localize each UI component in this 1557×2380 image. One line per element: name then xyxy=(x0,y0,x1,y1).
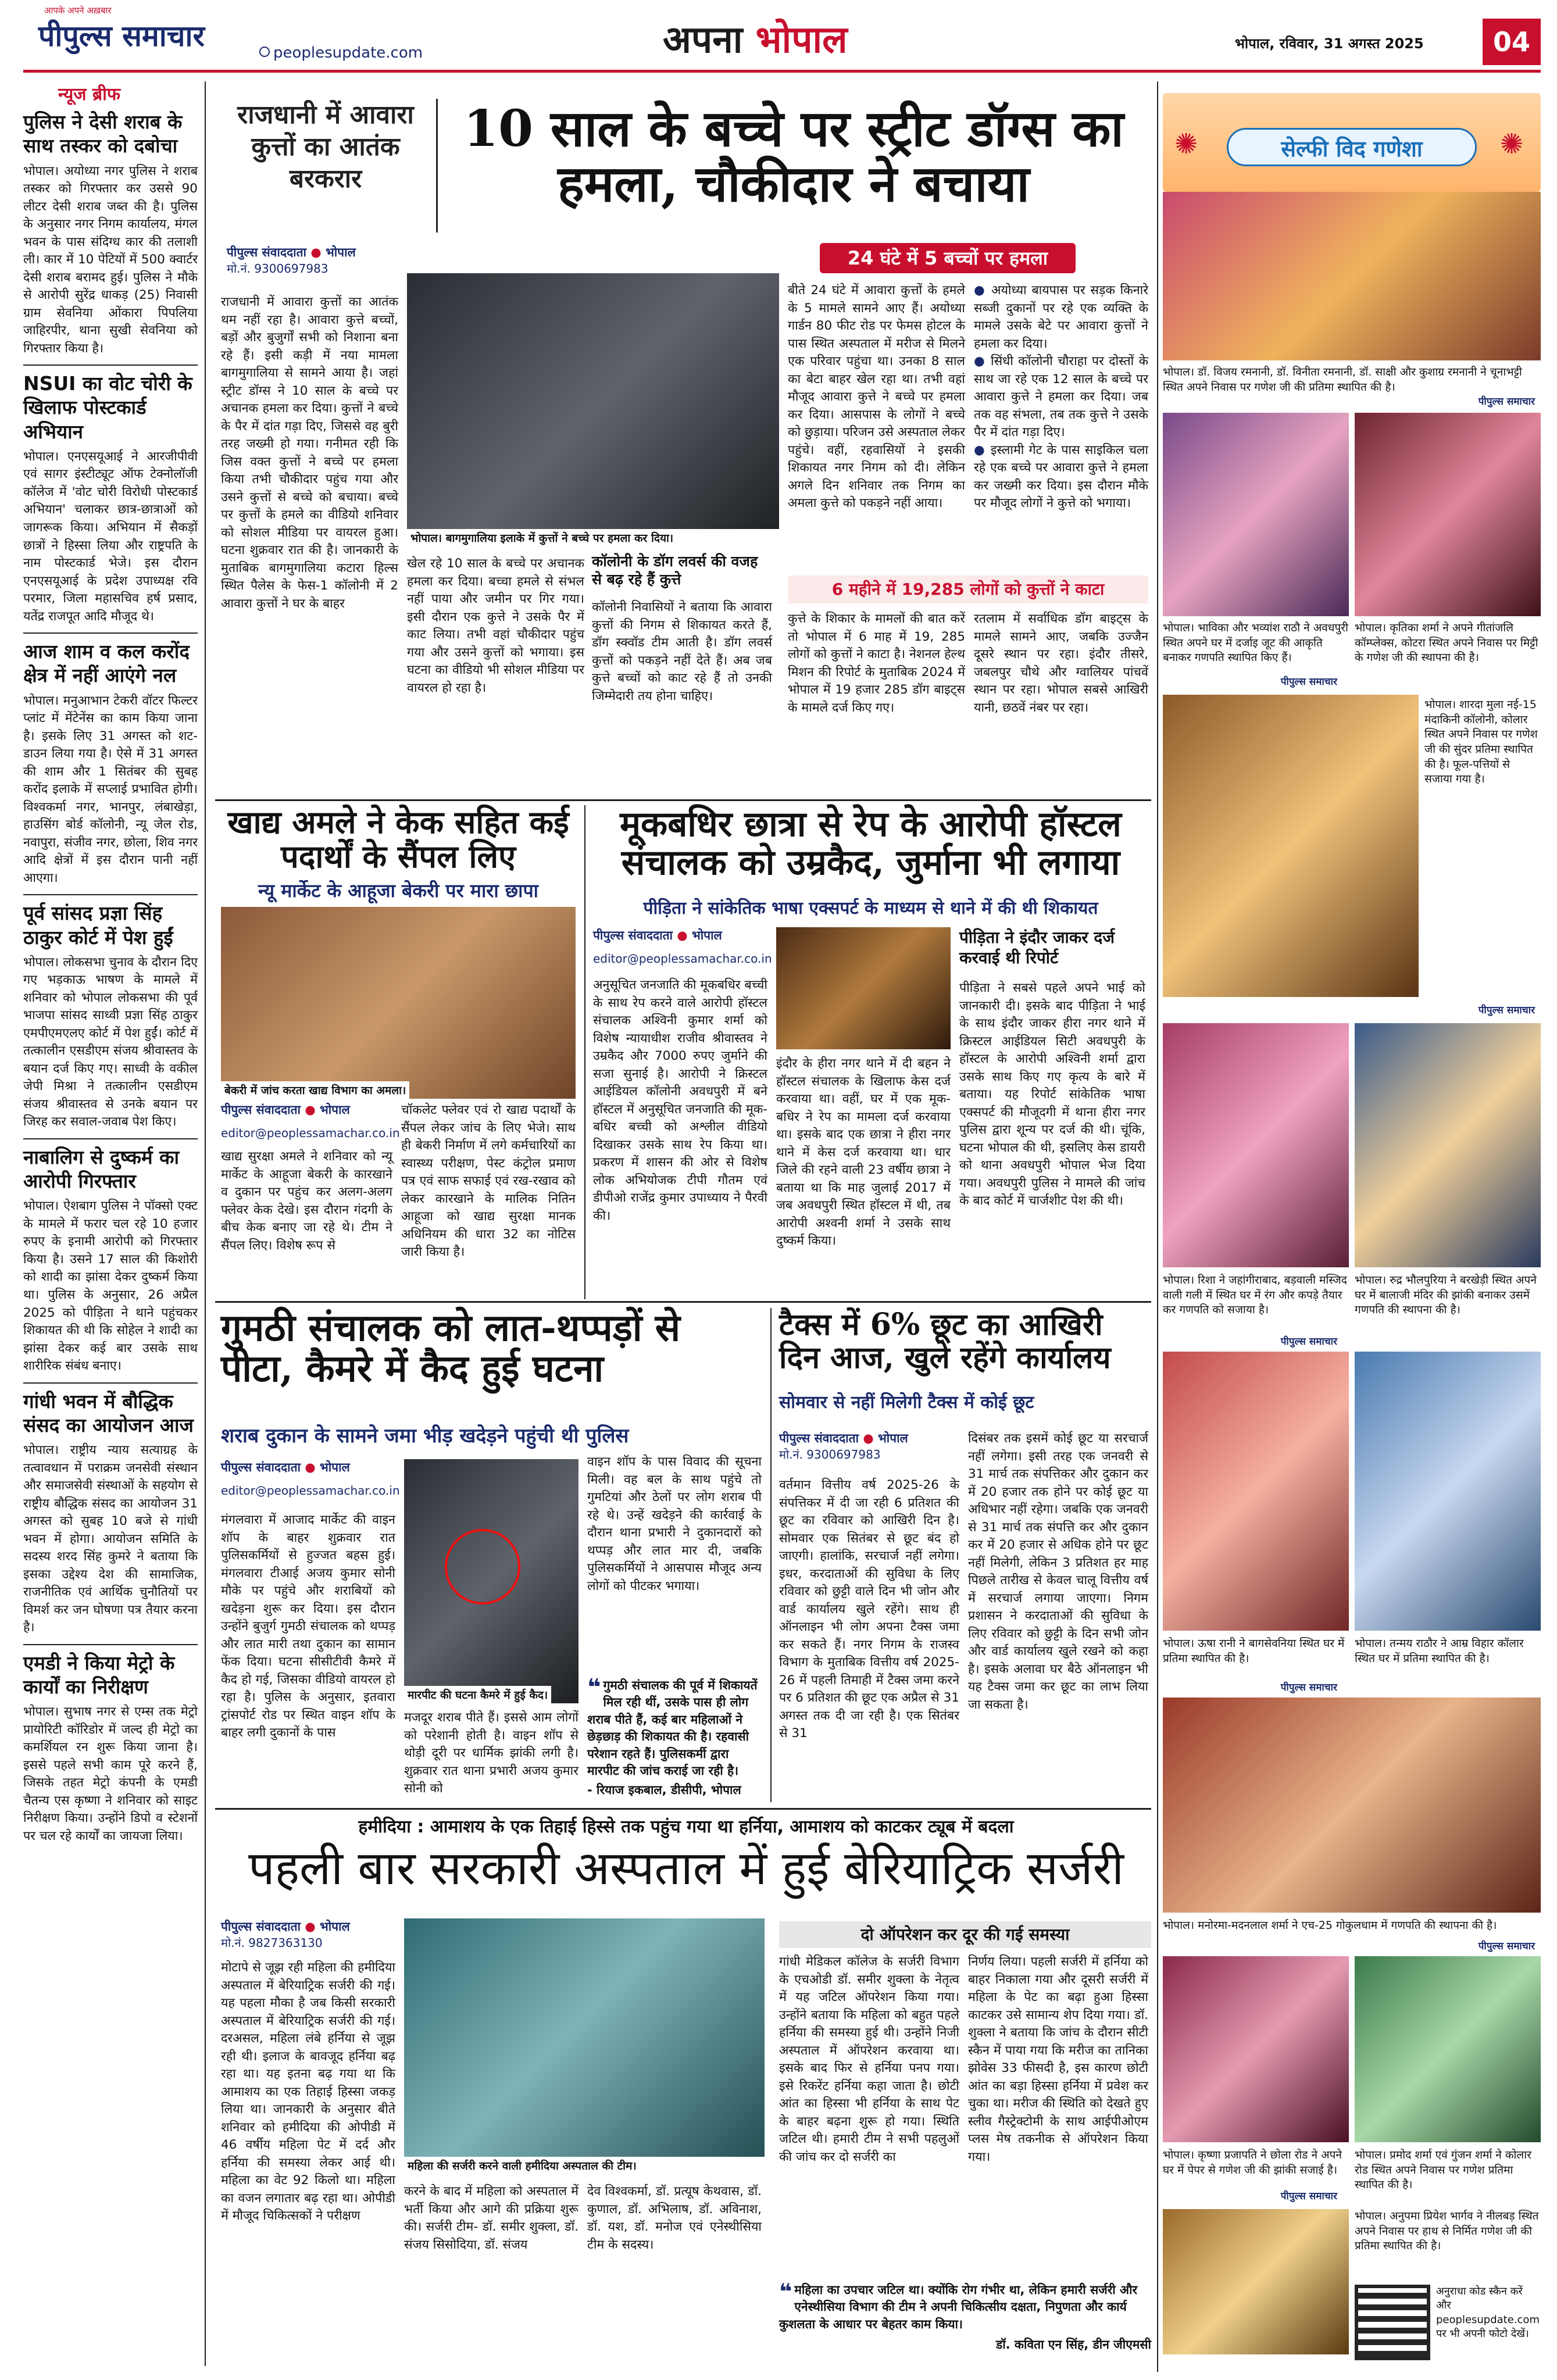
selfie-tag: पीपुल्स समाचार xyxy=(1478,1941,1535,1952)
selfie-panel xyxy=(1163,93,1541,2372)
court-headline: मूकबधिर छात्रा से रेप के आरोपी हॉस्टल संचालक को उम्रकैद, जुर्माना भी लगाया xyxy=(620,804,1122,883)
selfie-caption: भोपाल। अनुपमा प्रियेश भार्गव ने नीलबड़ स्थित अपने निवास पर हाथ से निर्मित गणेश जी की प्रतिमा स्थापित की है। xyxy=(1355,2210,1539,2253)
column-divider xyxy=(205,81,206,2366)
selfie-caption: भोपाल। शारदा मुला नई-15 मंदाकिनी कॉलोनी, कोलार स्थित अपने निवास पर गणेश जी की सुंदर प्रतिमा स्थापित की है। फूल-पत्तियों से सजाया गया है। xyxy=(1424,698,1538,786)
news-brief-column xyxy=(23,81,198,2372)
photo-caption: महिला की सर्जरी करने वाली हमीदिया अस्पताल की टीम। xyxy=(404,2157,765,2174)
selfie-tag: पीपुल्स समाचार xyxy=(1280,676,1337,688)
issue-date: भोपाल, रविवार, 31 अगस्त 2025 xyxy=(1235,35,1424,52)
masthead-rule xyxy=(23,70,1541,73)
bakery-photo xyxy=(221,907,576,1099)
bakery-sub: न्यू मार्केट के आहूजा बेकरी पर मारा छापा xyxy=(258,880,538,902)
brief-item xyxy=(23,1389,198,1637)
page-number: 04 xyxy=(1483,19,1541,65)
news-brief-title: न्यूज ब्रीफ xyxy=(58,84,120,105)
brief-item xyxy=(23,371,198,626)
dogs-photo xyxy=(407,273,779,546)
section-divider xyxy=(215,799,1151,801)
byline-email: editor@peoplessamachar.co.in xyxy=(221,1484,400,1498)
court-sub2: पीड़िता ने इंदौर जाकर दर्ज करवाई थी रिपोर्ट xyxy=(959,928,1115,967)
dogs-col1: राजधानी में आवारा कुत्तों का आतंक थम नहीं रहा है। आवारा कुत्ते बच्चों, बड़ों और बुजुर्गों सभी को निशाना बना रहे हैं। इसी कड़ी में नया मामला बागमुगालिया से सामने आया है। जहां स्ट्रीट डॉग्स ने 10 साल के बच्चे पर अचानक हमला कर दिया। कुत्तों ने बच्चे के पैर में दांत गड़ा दिए, जिससे वह बुरी तरह जख्मी हो गया। गनीमत रही कि जिस वक्त कुत्तों ने बच्चे पर हमला किया तभी चौकीदार पहुंच गया और उसने कुत्तों से बच्चे को बचाया। बच्चे पर कुत्तों के हमले का वीडियो शनिवार को सोशल मीडिया पर वायरल हुआ। घटना शुक्रवार रात की है। जानकारी के मुताबिक बागमुगालिया कटारा हिल्स स्थित पैलेस के फेस-1 कॉलोनी में 2 आवारा कुत्तों ने घर के बाहर xyxy=(221,295,398,611)
selfie-tag: पीपुल्स समाचार xyxy=(1478,396,1535,408)
bakery-col2: चॉकलेट फ्लेवर एवं रो खाद्य पदार्थों के सैंपल लेकर जांच के लिए भेजे। साथ ही बेकरी निर्माण में लगे कर्मचारियों का स्वास्थ्य परीक्षण, पेस्ट कंट्रोल प्रमाण पत्र एवं साफ सफाई एवं रख-रखाव को लेकर कारखाने के मालिक नितिन आहूजा को खाद्य सुरक्षा मानक अधिनियम की धारा 32 का नोटिस जारी किया है। xyxy=(401,1103,576,1260)
gumti-col1: मंगलवारा में आजाद मार्केट की वाइन शॉप के बाहर शुक्रवार रात पुलिसकर्मियों से हुज्जत बहस हुई। मंगलवारा टीआई अजय कुमार सोनी मौके पर पहुंचे और शराबियों को खदेड़ना शुरू कर दिया। इस दौरान उन्होंने बुजुर्ग गुमठी संचालक को थप्पड़ और लात मारी तथा दुकान का सामान फेंक दिया। घटना सीसीटीवी कैमरे में कैद हो गई, जिसका वीडियो वायरल हो रहा है। पुलिस के अनुसार, इतवारा ट्रांसपोर्ट रोड पर स्थित वाइन शॉप के बाहर लगी दुकानों के पास xyxy=(221,1513,395,1741)
brief-body: भोपाल। एनएसयूआई ने आरजीपीवी एवं सागर इंस्टीट्यूट ऑफ टेक्नोलॉजी कॉलेज में 'वोट चोरी विरोधी पोस्टकार्ड अभियान' चलाकर छात्र-छात्राओं को जागरूक किया। अभियान में सैकड़ों छात्रों ने हिस्सा लिया और राष्ट्रपति के नाम पोस्टकार्ड भेजे। इस दौरान एनएसयूआई के प्रदेश उपाध्यक्ष रवि परमार, जिला महासचिव हर्ष प्रसाद, यतेंद्र राजपूत आदि मौजूद थे। xyxy=(23,449,198,624)
selfie-caption: भोपाल। कृतिका शर्मा ने अपने गीतांजलि कॉम्प्लेक्स, कोटरा स्थित अपने निवास पर मिट्टी के गणेश जी की स्थापना की है। xyxy=(1355,621,1538,664)
brief-body: भोपाल। मनुआभान टेकरी वॉटर फिल्टर प्लांट में मेंटेनेंस का काम किया जाना है। इसके लिए 31 अगस्त को शट-डाउन लिया गया है। ऐसे में 31 अगस्त की शाम और 1 सितंबर की सुबह करोंद इलाके में सप्लाई प्रभावित होगी। विश्वकर्मा नगर, भानपुर, लंबाखेड़ा, हाउसिंग बोर्ड कॉलोनी, न्यू जेल रोड, नवापुरा, संजीव नगर, छोला, शिव नगर आदि क्षेत्रों में इस दौरान पानी नहीं आएगा। xyxy=(23,693,198,885)
dogs-badge: 24 घंटे में 5 बच्चों पर हमला xyxy=(820,243,1076,273)
hospital-quote xyxy=(779,2279,1151,2375)
hospital-kicker: हमीदिया : आमाशय के एक तिहाई हिस्से तक पहुंच गया था हर्निया, आमाशय को काटकर ट्यूब में बदला xyxy=(358,1817,1014,1837)
hospital-col3: देव विश्वकर्मा, डॉ. प्रत्यूष केथवास, डॉ. कुणाल, डॉ. अभिलाष, डॉ. अविनाश, डॉ. यश, डॉ. मनोज एवं एनेस्थीसिया टीम के सदस्य। xyxy=(587,2184,762,2252)
byline-place: भोपाल xyxy=(691,928,722,942)
column-divider xyxy=(1157,81,1158,2372)
selfie-photo-7 xyxy=(1163,1352,1349,1631)
brief-item xyxy=(23,110,198,358)
selfie-photo-1 xyxy=(1163,192,1541,360)
gumti-quote xyxy=(587,1674,762,1802)
gumti-col3: वाइन शॉप के पास विवाद की सूचना मिली। वह बल के साथ पहुंचे तो गुमटियां और ठेलों पर लोग शराब पी रहे थे। उन्हें खदेड़ने की कार्रवाई के दौरान थाना प्रभारी ने दुकानदारों को थप्पड़ और लात मार दी, जबकि पुलिसकर्मियों ने आसपास मौजूद अन्य लोगों को पीटकर भगाया। xyxy=(587,1455,762,1593)
byline-name: पीपुल्स संवाददाता xyxy=(221,1920,301,1934)
selfie-caption: भोपाल। मनोरमा-मदनलाल शर्मा ने एच-25 गोकुलधाम में गणपति की स्थापना की है। xyxy=(1163,1919,1497,1932)
brief-headline: पुलिस ने देसी शराब के साथ तस्कर को दबोचा xyxy=(23,110,183,158)
court-col1: अनुसूचित जनजाति की मूकबधिर बच्ची के साथ रेप करने वाले आरोपी हॉस्टल संचालक अश्विनी कुमार शर्मा को विशेष न्यायाधीश राजीव श्रीवास्तव ने उम्रकैद और 7000 रुपए जुर्माने की सजा सुनाई है। आरोपी ने क्रिस्टल आईडियल कॉलोनी अवधपुरी में बने हॉस्टल में अनुसूचित जनजाति की मूक-बधिर बच्ची को अश्लील वीडियो दिखाकर उसके साथ रेप किया था। प्रकरण में शासन की ओर से विशेष लोक अभियोजक टीपी गौतम एवं डीपीओ राजेंद्र कुमार उपाध्याय ने पैरवी की। xyxy=(593,978,767,1223)
brief-body: भोपाल। अयोध्या नगर पुलिस ने शराब तस्कर को गिरफ्तार कर उससे 90 लीटर देसी शराब जब्त की है। पुलिस के अनुसार नगर निगम कार्यालय, मंगल भवन के पास संदिग्ध कार की तलाशी ली। कार में 10 पेटियों में 500 क्वार्टर देसी शराब बरामद हुई। पुलिस ने मौके से आरोपी सुरेंद्र धाकड़ (25) निवासी ग्राम सेवनिया ओंकारा पिपलिया जाहिरपीर, थाना सुखी सेवनिया को गिरफ्तार किया है। xyxy=(23,163,198,356)
gumti-col2: मजदूर शराब पीते हैं। इससे आम लोगों को परेशानी होती है। वाइन शॉप से थोड़ी दूरी पर धार्मिक झांकी लगी है। शुक्रवार रात थाना प्रभारी अजय कुमार सोनी को xyxy=(404,1710,578,1796)
selfie-photo-4 xyxy=(1163,695,1419,997)
byline-email: editor@peoplessamachar.co.in xyxy=(593,952,772,966)
dogs-sub2: कॉलोनी के डॉग लवर्स की वजह से बढ़ रहे हैं कुत्ते xyxy=(592,553,758,588)
selfie-caption: भोपाल। प्रमोद शर्मा एवं गुंजन शर्मा ने कोलार रोड स्थित अपने निवास पर गणेश प्रतिमा स्थापित की है। xyxy=(1355,2149,1531,2192)
hospital-headline: पहली बार सरकारी अस्पताल में हुई बेरियाट्रिक सर्जरी xyxy=(248,1841,1124,1895)
newspaper-name: पीपुल्स समाचार xyxy=(38,19,205,53)
selfie-photo-12 xyxy=(1163,2209,1349,2354)
selfie-photo-10 xyxy=(1163,1956,1349,2142)
bullet-item: ● इस्लामी गेट के पास साइकिल चला रहे एक बच्चे पर आवारा कुत्ते ने हमला कर जख्मी कर दिया। इस दौरान मौके पर मौजूद लोगों ने कुत्ते को भगाया। xyxy=(974,442,1148,511)
byline-name: पीपुल्स संवाददाता xyxy=(221,1460,301,1474)
gumti-photo xyxy=(404,1459,578,1703)
court-sub: पीड़िता ने सांकेतिक भाषा एक्सपर्ट के माध्यम से थाने में की थी शिकायत xyxy=(643,898,1098,919)
byline-place: भोपाल xyxy=(319,1460,350,1474)
highlight-circle xyxy=(445,1529,520,1604)
selfie-caption: भोपाल। रिशा ने जहांगीराबाद, बड़वाली मस्जिद वाली गली में स्थित घर में रंग और कपड़े तैयार कर गणपति को सजाया है। xyxy=(1163,1274,1347,1317)
selfie-tag: पीपुल्स समाचार xyxy=(1280,1336,1337,1348)
qr-text: अनुराधा कोड स्कैन करें और peoplesupdate.com पर भी अपनी फोटो देखें। xyxy=(1436,2285,1540,2340)
photo-caption: मारपीट की घटना कैमरे में हुई कैद। xyxy=(404,1686,551,1703)
website-url[interactable]: peoplesupdate.com xyxy=(273,44,423,62)
dogs-bullets xyxy=(974,282,1148,555)
masthead xyxy=(0,0,1557,70)
brief-item xyxy=(23,1145,198,1375)
dogs-col4: बीते 24 घंटे में आवारा कुत्तों के हमले के 5 मामले सामने आए हैं। अयोध्या गार्डन 80 फीट रोड पर फेमस होटल के पास स्थित अस्पताल में मरीज से मिलने एक परिवार पहुंचा था। उनका 8 साल का बेटा बाहर खेल रहा था। तभी वहां मौजूद आवारा कुत्ते ने बच्चे पर हमला कर दिया। आसपास के लोगों ने बच्चे को छुड़ाया। परिजन उसे अस्पताल लेकर पहुंचे। वहीं, रहवासियों ने इसकी शिकायत नगर निगम को दी। लेकिन अगले दिन शनिवार तक निगम का अमला कुत्ते को पकड़ने नहीं आया। xyxy=(788,283,965,511)
selfie-photo-5 xyxy=(1163,1023,1349,1267)
selfie-photo-2 xyxy=(1163,413,1349,616)
column-divider xyxy=(770,1308,772,1802)
dogs-kicker xyxy=(221,99,430,233)
byline-place: भोपाल xyxy=(319,1920,350,1934)
section-title-accent: भोपाल xyxy=(755,18,848,62)
selfie-photo-11 xyxy=(1355,1956,1541,2142)
byline-place: भोपाल xyxy=(325,245,356,259)
hospital-byline: पीपुल्स संवाददाता ● भोपाल मो.नं. 9827363130 xyxy=(221,1918,395,1950)
quote-attribution: डॉ. कविता एन सिंह, डीन जीएमसी xyxy=(995,2338,1151,2352)
bullet-item: ● सिंधी कॉलोनी चौराहा पर दोस्तों के साथ जा रहे एक 12 साल के बच्चे पर आवारा कुत्ते ने हमला कर दिया। जब तक वह संभला, तब तक कुत्ते ने उसके पैर में दांत गड़ा दिए। xyxy=(974,354,1148,440)
gumti-sub: शराब दुकान के सामने जमा भीड़ खदेड़ने पहुंची थी पुलिस xyxy=(221,1424,629,1448)
court-col2: इंदौर के हीरा नगर थाने में दी बहन ने हॉस्टल संचालक के खिलाफ केस दर्ज करवाया था। वहीं, घर में एक मूक-बधिर ने रेप का मामला दर्ज करवाया था। इसके बाद एक छात्रा ने हीरा नगर थाने में केस दर्ज करवाया था। धार जिले की रहने वाली 23 वर्षीय छात्रा ने बताया था कि माह जुलाई 2017 में जब अवधपुरी स्थित हॉस्टल में थी, तब आरोपी अश्वनी शर्मा ने उसके साथ दुष्कर्म किया। xyxy=(776,1056,951,1249)
hospital-col4: गांधी मेडिकल कॉलेज के सर्जरी विभाग के एचओडी डॉ. समीर शुक्ला के नेतृत्व में यह जटिल ऑपरेशन किया गया। उन्होंने बताया कि महिला को बहुत पहले हर्निया की समस्या हुई थी। उन्होंने निजी अस्पताल में ऑपरेशन करवाया था। इसके बाद फिर से हर्निया पनप गया। इसे रिकरेंट हर्निया कहा जाता है। छोटी आंत का हिस्सा भी हर्निया के साथ पेट के बाहर बढ़ना शुरू हो गया। स्थिति जटिल थी। हमारी टीम ने सभी पहलुओं की जांच कर दो सर्जरी का xyxy=(779,1954,959,2164)
byline-mobile: मो.नं. 9827363130 xyxy=(221,1936,323,1950)
dogs-col3: कॉलोनी निवासियों ने बताया कि आवारा कुत्तों की निगम से शिकायत करते हैं, डॉग स्क्वॉड टीम आती है। डॉग लवर्स कुत्तों को पकड़ने नहीं देते हैं। अब जब कुत्ते बच्चों को काट रहे हैं तो उनकी जिम्मेदारी तय होना चाहिए। xyxy=(592,600,772,703)
selfie-caption: भोपाल। तन्मय राठौर ने आम्र विहार कॉलार स्थित घर में प्रतिमा स्थापित की है। xyxy=(1355,1637,1524,1665)
selfie-title: सेल्फी विद गणेशा xyxy=(1227,128,1477,166)
selfie-photo-8 xyxy=(1355,1352,1541,1631)
dogs-col2: खेल रहे 10 साल के बच्चे पर अचानक हमला कर दिया। बच्चा हमले से संभल नहीं पाया और जमीन पर गिर गया। इसी दौरान एक कुत्ते ने उसके पैर में काट लिया। तभी वहां चौकीदार पहुंच गया और उसने कुत्तों को भगाया। इस घटना का वीडियो भी सोशल मीडिया पर वायरल हो रहा है। xyxy=(407,556,584,695)
dogs-headline: 10 साल के बच्चे पर स्ट्रीट डॉग्स का हमला, चौकीदार ने बचाया xyxy=(463,99,1124,213)
brief-item xyxy=(23,639,198,887)
bakery-col1: खाद्य सुरक्षा अमले ने शनिवार को न्यू मार्केट के आहूजा बेकरी के कारखाने व दुकान पर पहुंच कर अलग-अलग फ्लेवर केक देखे। इस दौरान गंदगी के बीच केक बनाए जा रहे थे। टीम ने सैंपल लिए। विशेष रूप से xyxy=(221,1149,392,1253)
quote-icon: ❝ xyxy=(587,1674,601,1701)
bakery-headline: खाद्य अमले ने केक सहित कई पदार्थों के सैंपल लिए xyxy=(227,803,569,875)
selfie-photo-3 xyxy=(1355,413,1541,616)
kicker-divider xyxy=(436,99,438,233)
brief-headline: आज शाम व कल करोंद क्षेत्र में नहीं आएंगे नल xyxy=(23,640,190,687)
section-divider xyxy=(215,1301,1151,1303)
gumti-headline: गुमठी संचालक को लात-थप्पड़ों से पीटा, कैमरे में कैद हुई घटना xyxy=(221,1306,680,1391)
selfie-photo-6 xyxy=(1355,1023,1541,1267)
brief-body: भोपाल। राष्ट्रीय न्याय सत्याग्रह के तत्वावधान में पराक्रम जनसेवी संस्थान और समाजसेवी संस्थाओं के सहयोग से राष्ट्रीय बौद्धिक संसद का आयोजन 31 अगस्त को सुबह 10 बजे से गांधी भवन में होगा। आयोजन समिति के सदस्य शरद सिंह कुमरे ने बताया कि इसका उद्देश्य देश की सामाजिक, राजनीतिक एवं आर्थिक चुनौतियों पर विमर्श कर जन घोषणा पत्र तैयार करना है। xyxy=(23,1443,198,1635)
quote-icon: ❝ xyxy=(779,2279,792,2304)
brief-item xyxy=(23,901,198,1131)
diya-icon: ✺ xyxy=(1500,128,1524,160)
gumti-byline: पीपुल्स संवाददाता ● भोपाल editor@peoplessamachar.co.in xyxy=(221,1460,400,1498)
selfie-caption: भोपाल। डॉ. विजय रमनानी, डॉ. विनीता रमनानी, डॉ. साक्षी और कुशाग्र रमनानी ने चूनाभट्टी स्थित अपने निवास पर गणेश जी की प्रतिमा स्थापित की है। xyxy=(1163,366,1522,394)
byline-place: भोपाल xyxy=(877,1431,908,1445)
brief-item xyxy=(23,1651,198,1846)
section-title-prefix: अपना xyxy=(663,18,743,62)
dogs-sub3: 6 महीने में 19,285 लोगों को कुत्तों ने काटा xyxy=(788,576,1148,603)
selfie-caption: भोपाल। कृष्णा प्रजापति ने छोला रोड ने अपने घर में पेपर से गणेश जी की झांकी सजाई है। xyxy=(1163,2149,1342,2177)
bullet-item: ● अयोध्या बायपास पर सड़क किनारे सब्जी दुकानों पर रहे एक व्यक्ति के मामले उसके बेटे पर आवारा कुत्तों ने हमला कर दिया। xyxy=(974,283,1149,351)
bakery-byline: पीपुल्स संवाददाता ● भोपाल editor@peoplessamachar.co.in xyxy=(221,1103,400,1140)
quote-attribution: - रियाज इकबाल, डीसीपी, भोपाल xyxy=(587,1783,741,1797)
brief-headline: NSUI का वोट चोरी के खिलाफ पोस्टकार्ड अभियान xyxy=(23,372,192,443)
brief-body: भोपाल। सुभाष नगर से एम्स तक मेट्रो प्रायोरिटी कॉरिडोर में जल्द ही मेट्रो का कमर्शियल रन शुरू किया जाना है। इससे पहले सभी काम पूरे करने हैं, जिसके तहत मेट्रो कंपनी के एमडी चैतन्य एस कृष्णा ने शनिवार को साइट निरीक्षण किया। उन्होंने डिपो व स्टेशनों पर चल रहे कार्यों का जायजा लिया। xyxy=(23,1704,198,1843)
hospital-col2: करने के बाद में महिला को अस्पताल में भर्ती किया और आगे की प्रक्रिया शुरू की। सर्जरी टीम- डॉ. समीर शुक्ला, डॉ. संजय सिसोदिया, डॉ. संजय xyxy=(404,2184,578,2252)
hospital-col1: मोटापे से जूझ रही महिला की हमीदिया अस्पताल में बेरियाट्रिक सर्जरी की गई। यह पहला मौका है जब किसी सरकारी अस्पताल में बेरियाट्रिक सर्जरी की गई। दरअसल, महिला लंबे हर्निया से जूझ रही थी। इलाज के बावजूद हर्निया बढ़ रहा था। यह इतना बढ़ गया था कि आमाशय का एक तिहाई हिस्सा जकड़ लिया था। जानकारी के अनुसार बीते शनिवार को हमीदिया की ओपीडी में 46 वर्षीय महिला पेट में दर्द और हर्निया की समस्या लेकर आई थी। महिला का वेट 92 किलो था। महिला का वजन लगातार बढ़ रहा था। ओपीडी में मौजूद चिकित्सकों ने परीक्षण xyxy=(221,1960,395,2224)
selfie-caption: भोपाल। रुद्र भौलपुरिया ने बरखेड़ी स्थित अपने घर में बालाजी मंदिर की झांकी बनाकर उसमें गणपति की स्थापना की है। xyxy=(1355,1274,1537,1317)
quote-text: महिला का उपचार जटिल था। क्योंकि रोग गंभीर था, लेकिन हमारी सर्जरी और एनेस्थीसिया विभाग की टीम ने अपनी चिकित्सीय दक्षता, निपुणता और कार्य कुशलता के आधार पर बेहतर काम किया। xyxy=(779,2283,1138,2331)
selfie-photo-9 xyxy=(1163,1698,1541,1913)
byline-name: पीपुल्स संवाददाता xyxy=(593,928,673,942)
column-divider xyxy=(584,805,585,1299)
brief-headline: एमडी ने किया मेट्रो के कार्यों का निरीक्षण xyxy=(23,1651,175,1698)
byline-place: भोपाल xyxy=(319,1103,350,1117)
court-byline: पीपुल्स संवाददाता ● भोपाल editor@peoplessamachar.co.in xyxy=(593,928,772,966)
masthead-tagline: आपके अपने अख़बार xyxy=(44,5,112,16)
selfie-tag: पीपुल्स समाचार xyxy=(1280,1682,1337,1693)
court-col3: पीड़िता ने सबसे पहले अपने भाई को जानकारी दी। इसके बाद पीड़िता ने भाई के साथ इंदौर जाकर हीरा नगर थाने में क्रिस्टल आईडियल सिटी अवधपुरी के हॉस्टल के आरोपी अश्विनी शर्मा द्वारा उसके साथ किए गए कृत्य के बारे में बताया। यह रिपोर्ट सांकेतिक भाषा एक्सपर्ट की मौजूदगी में थाना हीरा नगर पुलिस द्वारा शून्य पर दर्ज की थी। चूंकि, घटना भोपाल की थी, इसलिए केस डायरी को थाना अवधपुरी भोपाल भेज दिया गया। अवधपुरी पुलिस ने मामले की जांच के बाद कोर्ट में चार्जशीट पेश की थी। xyxy=(959,981,1145,1209)
diya-icon: ✺ xyxy=(1174,128,1198,160)
byline-email: editor@peoplessamachar.co.in xyxy=(221,1126,400,1140)
selfie-caption: भोपाल। भाविका और भव्यांश राठौ ने अवधपुरी स्थित अपने घर में दर्जाइ जूट की आकृति बनाकर गणपति स्थापित किए हैं। xyxy=(1163,621,1348,664)
brief-headline: पूर्व सांसद प्रज्ञा सिंह ठाकुर कोर्ट में पेश हुईं xyxy=(23,902,173,949)
selfie-tag: पीपुल्स समाचार xyxy=(1478,1005,1535,1016)
brief-body: भोपाल। ऐशबाग पुलिस ने पॉक्सो एक्ट के मामले में फरार चल रहे 10 हजार रुपए के इनामी आरोपी को गिरफ्तार किया है। उसने 17 साल की किशोरी को शादी का झांसा देकर दुष्कर्म किया था। पुलिस के अनुसार, 26 अप्रैल 2025 को पीड़िता ने थाने पहुंचकर शिकायत की थी कि सोहेल ने शादी का झांसा देकर कई बार उसके साथ शारीरिक संबंध बनाए। xyxy=(23,1199,198,1374)
globe-icon xyxy=(259,47,270,57)
hospital-col5: निर्णय लिया। पहली सर्जरी में हर्निया को बाहर निकाला गया और दूसरी सर्जरी में महिला के पेट का बढ़ा हुआ हिस्सा काटकर उसे सामान्य शेप दिया गया। डॉ. शुक्ला ने बताया कि जांच के दौरान सीटी स्कैन में पाया गया कि मरीज का तानिका झोवेस 33 फीसदी है, इस कारण छोटी आंत का बड़ा हिस्सा हर्निया में प्रवेश कर चुका था। मरीज की स्थिति को देखते हुए स्लीव गैस्ट्रेक्टोमी के साथ आईपीओएम प्लस मेष तकनीक से ऑपरेशन किया गया। xyxy=(968,1954,1148,2164)
dogs-col5: कुत्ते के शिकार के मामलों की बात करें तो भोपाल में 6 माह में 19, 285 लोगों को कुत्तों ने काटा है। नेशनल हेल्थ मिशन की रिपोर्ट के मुताबिक 2024 में भोपाल में 19 हजार 285 डॉग बाइट्स के मामले दर्ज किए गए। xyxy=(788,612,965,715)
byline-name: पीपुल्स संवाददाता xyxy=(227,245,306,259)
quote-text: गुमठी संचालक की पूर्व में शिकायतें मिल रही थीं, उसके पास ही लोग शराब पीते हैं, कई बार महिलाओं ने छेड़छाड़ की शिकायत की है। रहवासी परेशान रहते हैं। पुलिसकर्मी द्वारा मारपीट की जांच कराई जा रही है। xyxy=(587,1678,758,1778)
selfie-tag: पीपुल्स समाचार xyxy=(1280,2190,1337,2202)
dogs-kicker-text: राजधानी में आवारा कुत्तों का आतंक बरकरार xyxy=(237,100,414,194)
tax-headline: टैक्स में 6% छूट का आखिरी दिन आज, खुले रहेंगे कार्यालय xyxy=(779,1307,1111,1376)
byline-mobile: मो.नं. 9300697983 xyxy=(227,262,328,276)
selfie-caption: भोपाल। ऊषा रानी ने बागसेवनिया स्थित घर में प्रतिमा स्थापित की है। xyxy=(1163,1637,1345,1665)
court-photo-gavel xyxy=(776,927,951,1049)
byline-mobile: मो.नं. 9300697983 xyxy=(779,1448,881,1461)
dogs-col6: रतलाम में सर्वाधिक डॉग बाइट्स के मामले सामने आए, जबकि उज्जैन दूसरे स्थान पर रहा। इंदौर तीसरे, जबलपुर चौथे और ग्वालियर पांचवें स्थान पर रहा। भोपाल सबसे आखिरी यानी, छठवें नंबर पर रहा। xyxy=(974,612,1148,715)
tax-col1: वर्तमान वित्तीय वर्ष 2025-26 के संपत्तिकर में दी जा रही 6 प्रतिशत की छूट का रविवार को आखिरी दिन है। सोमवार एक सितंबर से छूट बंद हो जाएगी। हालांकि, सरचार्ज नहीं लगेगा। इधर, करदाताओं की सुविधा के लिए रविवार को छुट्टी वाले दिन भी जोन और वार्ड कार्यालय खुले रहेंगे। साथ ही ऑनलाइन भी लोग अपना टैक्स जमा कर सकते हैं। नगर निगम के राजस्व विभाग के मुताबिक वित्तीय वर्ष 2025-26 में पहली तिमाही में टैक्स जमा करने पर 6 प्रतिशत की छूट एक अप्रैल से 31 अगस्त तक दी जा रही है। एक सितंबर से 31 xyxy=(779,1478,959,1741)
hospital-photo xyxy=(404,1918,765,2174)
tax-col2: दिसंबर तक इसमें कोई छूट या सरचार्ज नहीं लगेगा। इसी तरह एक जनवरी से 31 मार्च तक संपत्तिकर और दुकान कर में 20 हजार तक होने पर कोई छूट या अधिभार नहीं रहेगा। जबकि एक जनवरी से 31 मार्च तक संपत्ति कर और दुकान कर में 20 हजार से अधिक होने पर छूट नहीं मिलेगी, लेकिन 3 प्रतिशत हर माह पिछले तारीख से केवल चालू वित्तीय वर्ष में सरचार्ज लगाया जाएगा। निगम प्रशासन ने करदाताओं की सुविधा के लिए रविवार को छुट्टी के दिन सभी जोन और वार्ड कार्यालय खुले रखने को कहा है। इसके अलावा घर बैठे ऑनलाइन भी यह टैक्स जमा कर छूट का लाभ लिया जा सकता है। xyxy=(968,1431,1148,1712)
tax-sub: सोमवार से नहीं मिलेगी टैक्स में कोई छूट xyxy=(779,1392,1034,1413)
byline-name: पीपुल्स संवाददाता xyxy=(221,1103,301,1117)
brief-headline: गांधी भवन में बौद्धिक संसद का आयोजन आज xyxy=(23,1389,194,1436)
photo-caption: भोपाल। बागमुगालिया इलाके में कुत्तों ने बच्चे पर हमला कर दिया। xyxy=(407,529,779,546)
section-title xyxy=(663,13,848,63)
hospital-sub2: दो ऑपरेशन कर दूर की गई समस्या xyxy=(779,1921,1151,1948)
brief-headline: नाबालिग से दुष्कर्म का आरोपी गिरफ्तार xyxy=(23,1145,180,1193)
dogs-byline: पीपुल्स संवाददाता ● भोपाल मो.नं. 9300697983 xyxy=(227,244,401,276)
section-divider xyxy=(215,1808,1151,1810)
photo-caption: बेकरी में जांच करता खाद्य विभाग का अमला। xyxy=(221,1081,409,1099)
selfie-banner xyxy=(1163,93,1541,192)
byline-name: पीपुल्स संवाददाता xyxy=(779,1431,859,1445)
qr-code[interactable] xyxy=(1355,2285,1430,2360)
tax-byline: पीपुल्स संवाददाता ● भोपाल मो.नं. 9300697983 xyxy=(779,1430,954,1462)
brief-body: भोपाल। लोकसभा चुनाव के दौरान दिए गए भड़काऊ भाषण के मामले में शनिवार को भोपाल लोकसभा की पूर्व भाजपा सांसद साध्वी प्रज्ञा सिंह ठाकुर एमपीएमएलए कोर्ट में पेश हुईं। कोर्ट में तत्कालीन एसडीएम संजय श्रीवास्तव के बयान दर्ज किए गए। साध्वी के वकील जेपी मिश्रा ने तत्कालीन एसडीएम संजय श्रीवास्तव से उनके बयान पर जिरह कर सवाल-जवाब पेश किए। xyxy=(23,955,198,1130)
